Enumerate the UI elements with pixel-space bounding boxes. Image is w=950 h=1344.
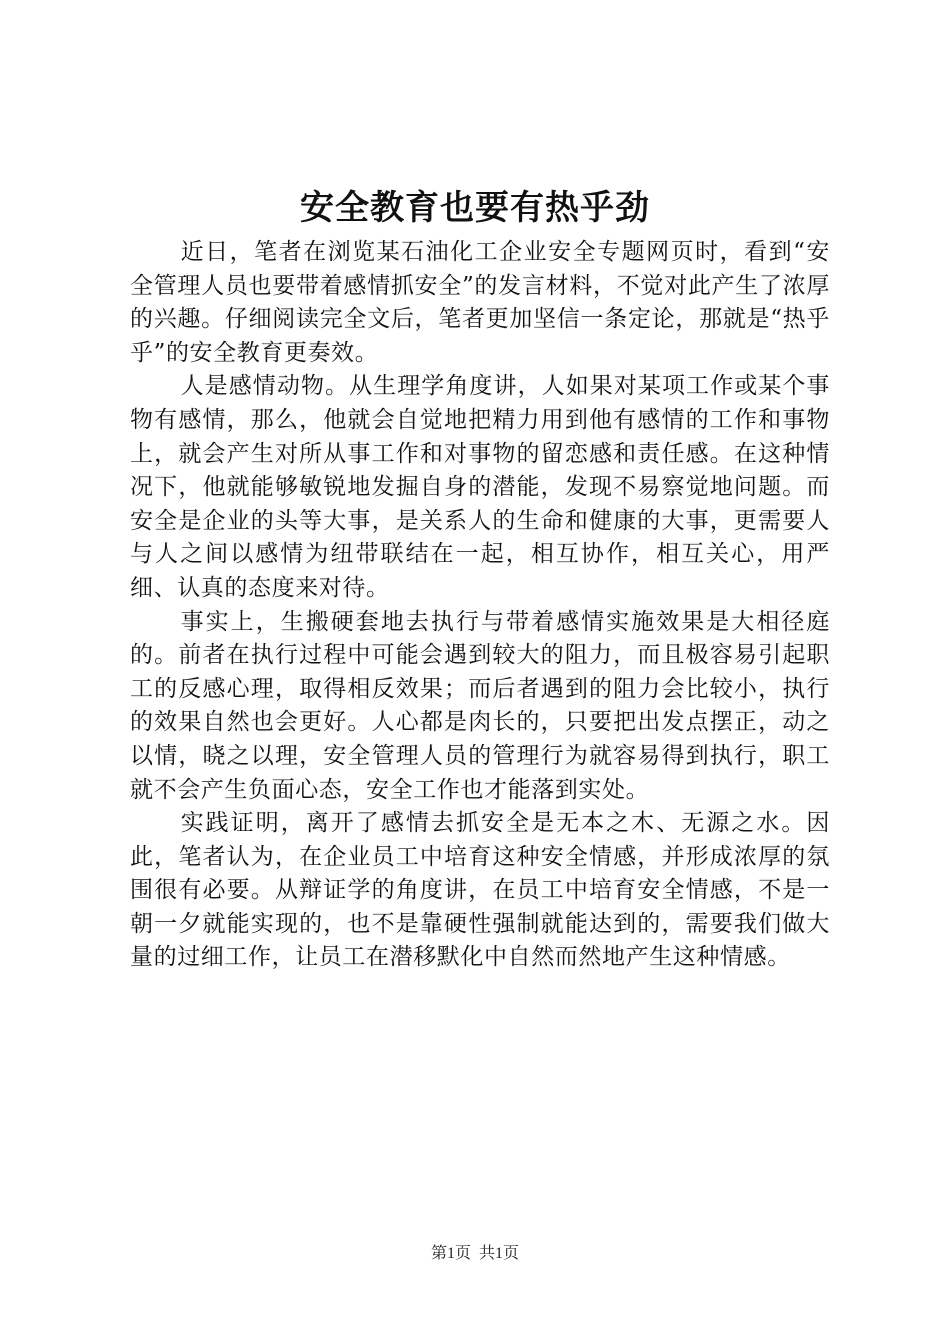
paragraph-3: 事实上，生搬硬套地去执行与带着感情实施效果是大相径庭的。前者在执行过程中可能会遇到较大的阻力，而且极容易引起职工的反感心理，取得相反效果；而后者遇到的阻力会比较小，执行的效果自然也会更好。人心都是肉长的，只要把出发点摆正，动之以情，晓之以理，安全管理人员的管理行为就容易得到执行，职工就不会产生负面心态，安全工作也才能落到实处。 <box>130 608 830 803</box>
page-footer <box>0 1244 950 1264</box>
paragraph-4: 实践证明，离开了感情去抓安全是无本之木、无源之水。因此，笔者认为，在企业员工中培育这种安全情感，并形成浓厚的氛围很有必要。从辩证学的角度讲，在员工中培育安全情感，不是一朝一夕就能实现的，也不是靠硬性强制就能达到的，需要我们做大量的过细工作，让员工在潜移默化中自然而然地产生这种情感。 <box>130 810 830 971</box>
page-number-total: 共1页 <box>479 1245 520 1262</box>
document-title: 安全教育也要有热乎劲 <box>300 188 650 228</box>
document-body <box>130 236 830 975</box>
paragraph-2: 人是感情动物。从生理学角度讲，人如果对某项工作或某个事物有感情，那么，他就会自觉地把精力用到他有感情的工作和事物上，就会产生对所从事工作和对事物的留恋感和责任感。在这种情况下，他就能够敏锐地发掘自身的潜能，发现不易察觉地问题。而安全是企业的头等大事，是关系人的生命和健康的大事，更需要人与人之间以感情为纽带联结在一起，相互协作，相互关心，用严细、认真的态度来对待。 <box>130 373 830 601</box>
page-number-current: 第1页 <box>430 1245 471 1262</box>
paragraph-1: 近日，笔者在浏览某石油化工企业安全专题网页时，看到“安全管理人员也要带着感情抓安全”的发言材料，不觉对此产生了浓厚的兴趣。仔细阅读完全文后，笔者更加坚信一条定论，那就是“热乎乎”的安全教育更奏效。 <box>130 239 830 366</box>
